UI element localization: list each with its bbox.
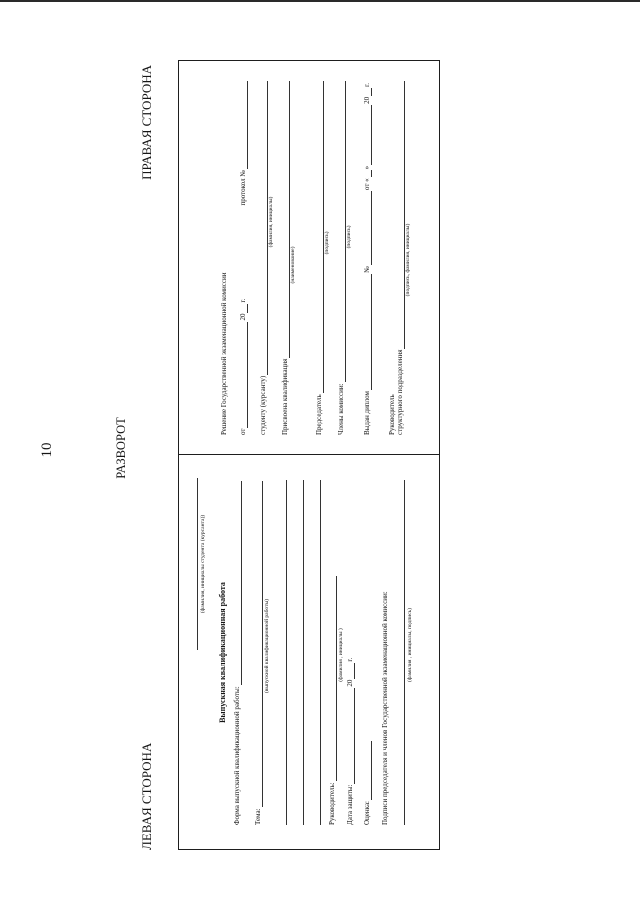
supervisor-label: Руководитель: xyxy=(328,782,336,825)
grade-row xyxy=(363,740,372,825)
defense-date-label: Дата защиты: xyxy=(346,784,354,825)
chair-line xyxy=(316,81,324,393)
grade-label: Оценка: xyxy=(363,800,371,825)
head-caption: (подпись, фамилия, инициалы) xyxy=(405,223,411,297)
topic-caption: (выпускной квалификационной работы) xyxy=(264,598,270,694)
protocol-label: протокол № xyxy=(239,170,247,206)
members-label: Члены комиссии: xyxy=(337,383,345,435)
topic-line-2 xyxy=(286,480,287,825)
protocol-number-line xyxy=(240,81,248,169)
head-row-2 xyxy=(396,80,405,435)
left-side-label: ЛЕВАЯ СТОРОНА xyxy=(139,742,154,850)
qualification-row xyxy=(281,80,290,435)
signatures-caption: (фамилия , инициалы, подпись) xyxy=(407,608,413,683)
defense-date-line xyxy=(347,688,355,784)
decision-date-row xyxy=(239,80,248,435)
decision-year-line xyxy=(240,304,248,313)
topic-line-4 xyxy=(320,480,321,825)
members-caption: (подпись) xyxy=(346,225,352,249)
head-signature-line xyxy=(397,81,405,349)
chair-caption: (подпись) xyxy=(324,231,330,255)
diploma-day-line xyxy=(364,170,372,177)
student-name-line xyxy=(197,478,198,650)
chair-row xyxy=(315,80,324,435)
diploma-year-prefix: 20 xyxy=(363,96,371,104)
work-form-line xyxy=(234,481,242,685)
diploma-number-label: № xyxy=(363,266,371,273)
members-line xyxy=(338,81,346,382)
qualification-line xyxy=(282,81,290,358)
topic-line-3 xyxy=(303,480,304,825)
topic-row xyxy=(254,480,263,825)
spread-title: РАЗВОРОТ xyxy=(114,417,128,479)
student-row xyxy=(259,80,268,435)
student-line xyxy=(260,81,268,375)
supervisor-caption: (фамилия , инициалы ) xyxy=(338,628,344,682)
supervisor-row xyxy=(328,575,337,825)
decision-heading-row xyxy=(220,273,229,435)
signatures-line xyxy=(404,480,405,825)
decision-date-prefix: от xyxy=(239,428,247,435)
signatures-label: Подписи председателя и членов Государственной экзаменационной комиссии: xyxy=(381,591,389,825)
grade-line xyxy=(364,741,372,800)
decision-year-suffix: г. xyxy=(239,298,247,303)
defense-date-row xyxy=(346,658,355,825)
diploma-number-line xyxy=(364,191,372,265)
head-label-line1: Руководитель xyxy=(388,394,396,435)
student-name-caption: (фамилия, инициалы студента (курсанта)) xyxy=(200,514,206,614)
diploma-row xyxy=(363,83,372,435)
members-row xyxy=(337,80,346,435)
supervisor-line xyxy=(329,576,337,781)
signatures-row xyxy=(381,591,390,825)
diploma-date-close: » xyxy=(363,165,371,170)
defense-year-suffix: г. xyxy=(346,657,354,662)
decision-date-line xyxy=(240,322,248,428)
student-label: студенту (курсанту) xyxy=(259,375,267,435)
diploma-year-suffix: г. xyxy=(363,83,371,87)
qualification-caption: (наименование) xyxy=(290,246,296,284)
decision-heading: Решение Государственной экзаменационной комиссии xyxy=(220,272,228,435)
work-form-label: Форма выпускной квалификационной работы: xyxy=(233,686,241,825)
work-form-row xyxy=(233,480,242,825)
diploma-month-line xyxy=(364,105,372,165)
topic-label: Тема: xyxy=(254,808,262,825)
right-side-label: ПРАВАЯ СТОРОНА xyxy=(139,65,154,180)
defense-year-line xyxy=(347,663,355,679)
diploma-series-line xyxy=(364,274,372,390)
defense-year-prefix: 20 xyxy=(346,679,354,687)
head-label-line2: структурного подразделения xyxy=(396,349,404,435)
decision-year-prefix: 20 xyxy=(239,313,247,321)
chair-label: Председатель xyxy=(315,394,323,435)
qualification-label: Присвоена квалификация xyxy=(281,358,289,435)
student-caption: (фамилия, инициалы) xyxy=(268,196,274,248)
diploma-label: Выдан диплом xyxy=(363,391,371,435)
page-number: 10 xyxy=(39,442,55,458)
diploma-year-line xyxy=(364,88,372,96)
work-heading: Выпускная квалификационная работа xyxy=(218,582,227,723)
topic-line xyxy=(255,481,263,807)
diploma-date-prefix: от « xyxy=(363,178,371,191)
